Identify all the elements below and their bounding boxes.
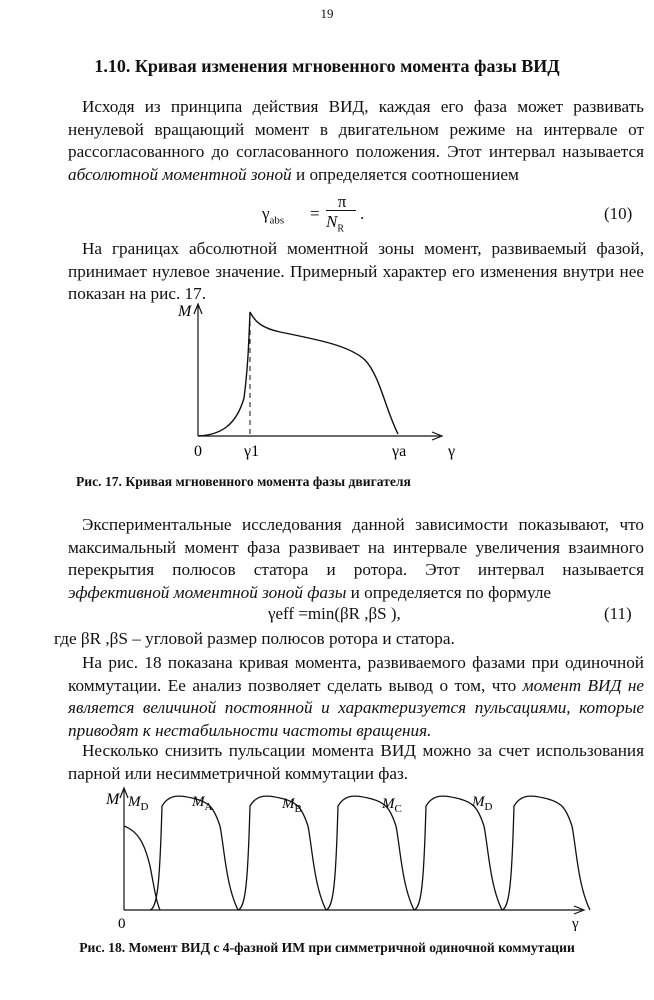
fig17-y-label: M [178,303,192,320]
figure-18 [92,786,592,938]
fig17-x-label: γ [448,443,456,460]
fig18-phase-label-2: $M_B$ [282,796,302,815]
equation-11: γeff =min(βR ,βS ), [268,604,401,623]
paragraph-2 [68,238,644,306]
fig18-phase-label-4: $M_D$ [472,794,493,813]
where-text: где βR ,βS – угловой размер полюсов ротора и статора. [54,629,455,648]
section-title: 1.10. Кривая изменения мгновенного момента фазы ВИД [94,56,560,76]
paragraph-3 [68,514,644,604]
term-effective-zone: эффективной моментной зоной фазы [68,582,347,602]
fig18-origin: 0 [118,916,126,932]
where-line [54,628,644,651]
eq10-number: (10) [604,204,633,223]
fig18-phase-label-0: $M_D$ [128,794,149,813]
fig18-y-label: M [106,791,120,808]
fig18-caption: Рис. 18. Момент ВИД с 4-фазной ИМ при симметричной одиночной коммутации [79,940,575,955]
eq11-number: (11) [604,604,632,623]
para1-text: Исходя из принципа действия ВИД, каждая его фаза может развивать ненулевой вращающий момент в двигательном режиме на интервале от рассогласованного до согласованного положения. Этот интервал называется [68,97,644,161]
fig17-gamma1: γ1 [244,443,260,460]
para4-emphasis: момент ВИД не является величиной постоянной и характеризуется пульсациями, которые приводят к нестабильности частоты вращения. [68,675,645,740]
page-number: 19 [320,6,334,21]
para4-text: На рис. 18 показана кривая момента, развиваемого фазами при одиночной коммутации. Ее анализ позволяет сделать вывод о том, что [68,653,644,695]
fig18-phase-label-3: $M_C$ [382,796,402,815]
eq10-lhs: $\gamma_{abs}$ [262,204,285,227]
figure-17 [170,298,460,470]
fig18-x-label: γ [572,916,579,932]
term-absolute-zone: абсолютной моментной зоной [68,164,292,184]
eq10-numerator: π [337,192,347,211]
paragraph-4 [68,652,644,742]
eq10-denominator: $N_R$ [326,212,345,235]
para3-tail: и определяется по формуле [350,582,552,602]
paragraph-5 [68,740,644,785]
fig18-phase-label-1: $M_A$ [192,794,213,813]
fig17-gammaa: γa [392,443,407,460]
para2-text: На границах абсолютной моментной зоны момент, развиваемый фазой, принимает нулевое значение. Примерный характер его изменения внутри нее показан на рис. 17. [68,239,644,303]
fig17-origin: 0 [194,443,202,460]
para3-text: Экспериментальные исследования данной зависимости показывают, что максимальный момент фаза развивает на интервале увеличения взаимного перекрытия полюсов статора и ротора. Этот интервал называется [68,515,644,579]
paragraph-1 [68,96,644,186]
para5-text: Несколько снизить пульсации момента ВИД можно за счет использования парной или несимметричной коммутации фаз. [68,741,644,783]
fig17-caption: Рис. 17. Кривая мгновенного момента фазы двигателя [76,474,411,489]
para1-tail: и определяется соотношением [295,164,519,184]
